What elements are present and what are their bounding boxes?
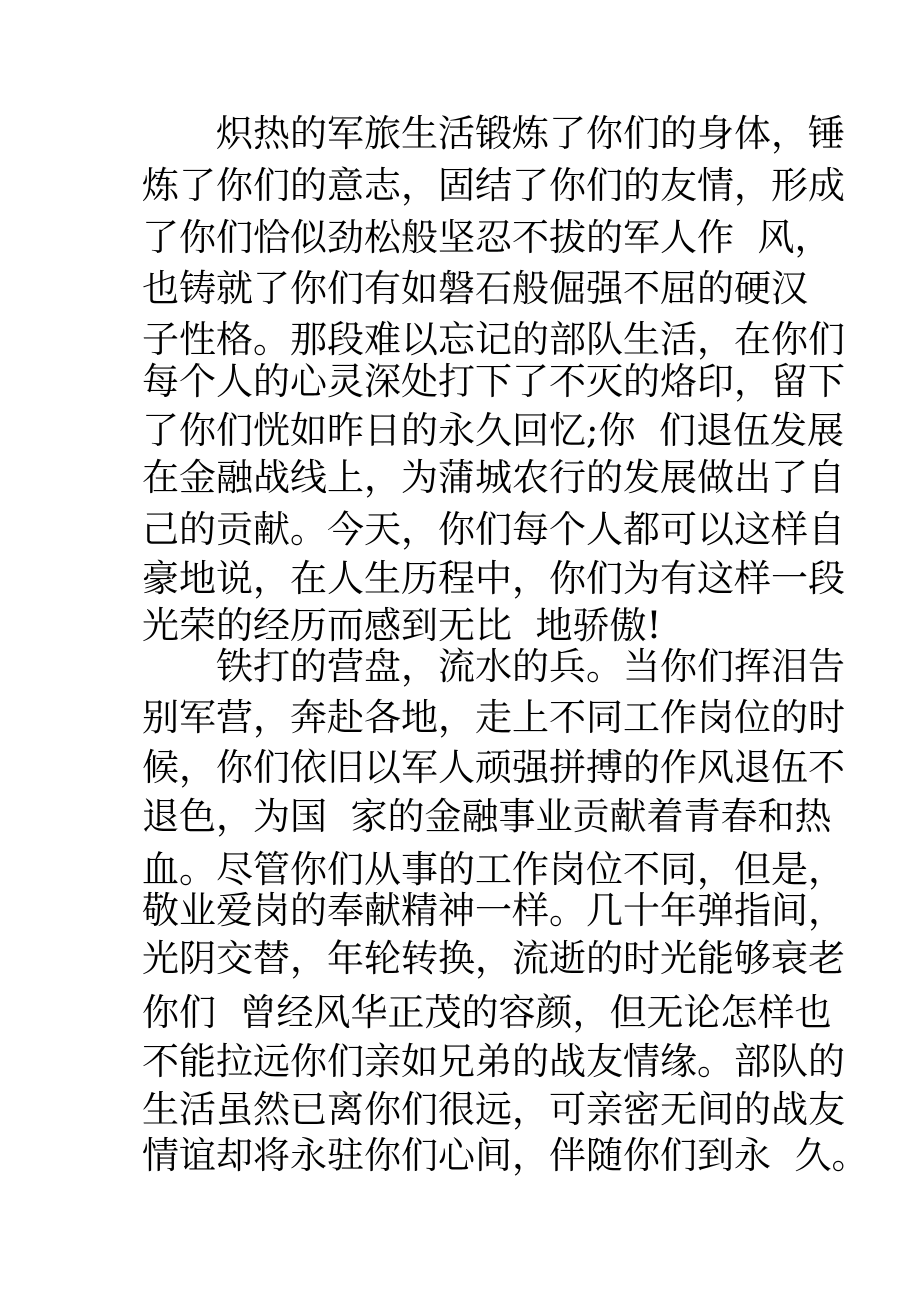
paragraph-2-line-7: 光阴交替，年轮转换，流逝的时光能够衰老 [142, 937, 845, 980]
paragraph-1-line-3: 了你们恰似劲松般坚忍不拔的军人作 风， [142, 216, 832, 259]
paragraph-1-line-6: 每个人的心灵深处打下了不灭的烙印，留下 [142, 360, 845, 403]
paragraph-1-line-5: 子性格。那段难以忘记的部队生活，在你们 [142, 318, 845, 361]
paragraph-2-line-8: 你们 曾经风华正茂的容颜，但无论怎样也 [142, 991, 832, 1034]
paragraph-1-line-1: 炽热的军旅生活锻炼了你们的身体，锤 [142, 112, 845, 155]
paragraph-1-line-9: 己的贡献。今天，你们每个人都可以这样自 [142, 508, 845, 551]
paragraph-2-line-9: 不能拉远你们亲如兄弟的战友情缘。部队的 [142, 1040, 845, 1083]
paragraph-2-line-5: 血。尽管你们从事的工作岗位不同，但是， [142, 848, 845, 891]
paragraph-2-line-10: 生活虽然已离你们很远，可亲密无间的战友 [142, 1088, 845, 1131]
paragraph-1-line-2: 炼了你们的意志，固结了你们的友情，形成 [142, 164, 845, 207]
paragraph-1-line-8: 在金融战线上，为蒲城农行的发展做出了自 [142, 456, 845, 499]
paragraph-1-line-11: 光荣的经历而感到无比 地骄傲! [142, 604, 662, 647]
paragraph-1-line-10: 豪地说，在人生历程中，你们为有这样一段 [142, 557, 845, 600]
paragraph-2-line-11: 情谊却将永驻你们心间，伴随你们到永 久。 [142, 1134, 869, 1177]
paragraph-2-line-4: 退色，为国 家的金融事业贡献着青春和热 [142, 795, 832, 838]
paragraph-2-line-6: 敬业爱岗的奉献精神一样。几十年弹指间， [142, 889, 845, 932]
paragraph-2-line-1: 铁打的营盘，流水的兵。当你们挥泪告 [142, 645, 845, 688]
paragraph-2-line-2: 别军营，奔赴各地，走上不同工作岗位的时 [142, 696, 845, 739]
paragraph-2-line-3: 候，你们依旧以军人顽强拼搏的作风退伍不 [142, 746, 845, 789]
paragraph-1-line-7: 了你们恍如昨日的永久回忆;你 们退伍发展 [142, 409, 844, 452]
paragraph-1-line-4: 也铸就了你们有如磐石般倔强不屈的硬汉 [142, 267, 808, 310]
